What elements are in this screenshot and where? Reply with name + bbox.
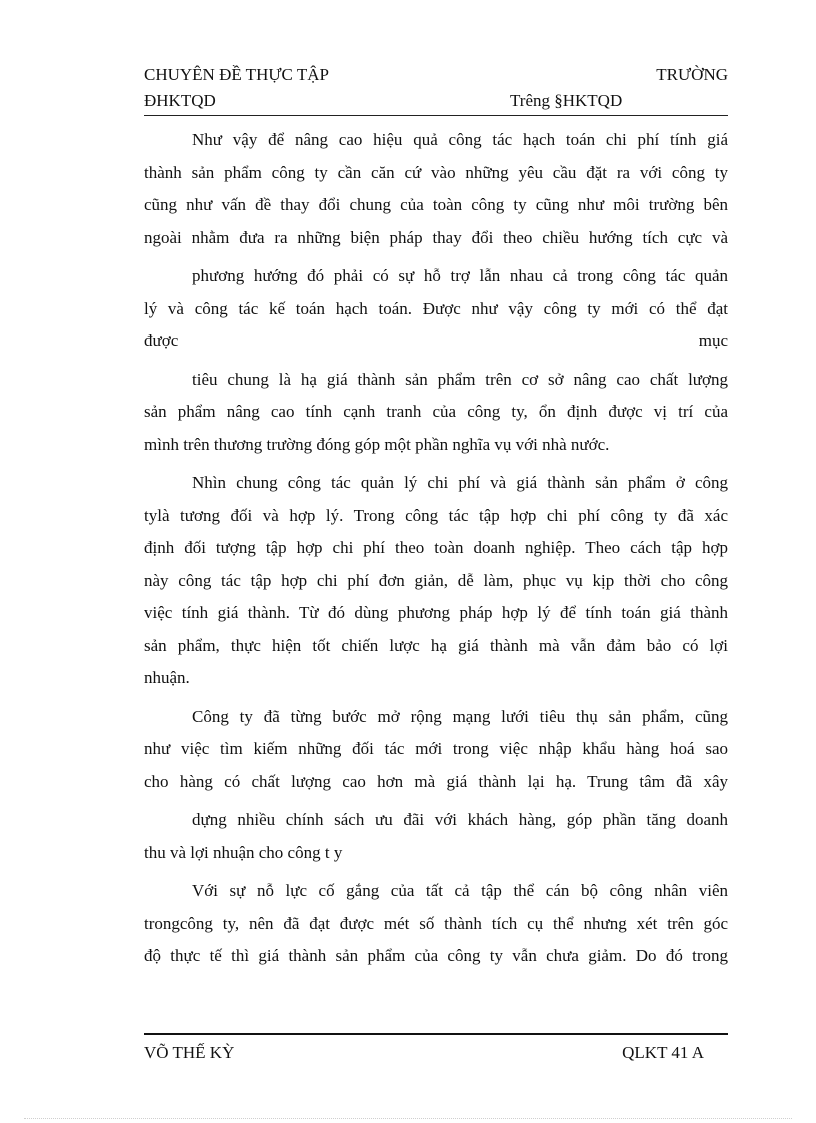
text-line: tylà tương đối và hợp lý. Trong công tác tập hợp chi phí công ty đã xác bbox=[144, 505, 728, 525]
text-line: mình trên thương trường đóng góp một phần nghĩa vụ với nhà nước. bbox=[144, 434, 610, 454]
header-school-name: Trêng §HKTQD bbox=[510, 91, 623, 110]
text-line: trongcông ty, nên đã đạt được mét số thành tích cụ thể nhưng xét trên góc bbox=[144, 913, 728, 933]
paragraph-2 bbox=[144, 260, 728, 358]
text-line: Với sự nỗ lực cố gắng của tất cả tập thể cán bộ công nhân viên bbox=[192, 881, 728, 900]
text-line: phương hướng đó phải có sự hỗ trợ lẫn nhau cả trong công tác quản bbox=[192, 266, 728, 285]
text-line: dựng nhiều chính sách ưu đãi với khách hàng, góp phần tăng doanh bbox=[192, 810, 728, 829]
text-line: tiêu chung là hạ giá thành sản phẩm trên cơ sở nâng cao chất lượng bbox=[192, 369, 728, 389]
text-line: cho hàng có chất lượng cao hơn mà giá thành lại hạ. Trung tâm đã xây bbox=[144, 771, 728, 791]
header-school-abbrev: ĐHKTQD bbox=[144, 91, 216, 110]
text-line: Như vậy để nâng cao hiệu quả công tác hạch toán chi phí tính giá bbox=[192, 130, 728, 149]
text-line: việc tính giá thành. Từ đó dùng phương pháp hợp lý để tính toán giá thành bbox=[144, 603, 728, 622]
paragraph-5 bbox=[144, 701, 728, 799]
header-course-title: CHUYÊN ĐỀ THỰC TẬP bbox=[144, 65, 329, 84]
header-row-bottom bbox=[144, 88, 728, 114]
header-rule bbox=[144, 115, 728, 116]
document-body bbox=[144, 124, 728, 973]
split-left-word: được bbox=[144, 331, 179, 350]
footer-rule bbox=[144, 1033, 728, 1035]
header-school-label: TRƯỜNG bbox=[656, 65, 728, 84]
footer-author: VÕ THẾ KỲ bbox=[144, 1043, 235, 1062]
page-header bbox=[144, 62, 728, 114]
paragraph-6 bbox=[144, 804, 728, 869]
page-footer bbox=[144, 1040, 704, 1066]
text-line: sản phẩm, thực hiện tốt chiến lược hạ giá thành mà vẫn đảm bảo có lợi bbox=[144, 635, 728, 655]
text-line: như việc tìm kiếm những đối tác mới trong việc nhập khẩu hàng hoá sao bbox=[144, 739, 728, 758]
paragraph-4 bbox=[144, 467, 728, 695]
text-line: ngoài nhằm đưa ra những biện pháp thay đổi theo chiều hướng tích cực và bbox=[144, 227, 728, 247]
text-line: độ thực tế thì giá thành sản phẩm của công ty vẫn chưa giảm. Do đó trong bbox=[144, 946, 728, 965]
text-line: Nhìn chung công tác quản lý chi phí và giá thành sản phẩm ở công bbox=[192, 473, 728, 492]
text-line: thành sản phẩm công ty cần căn cứ vào những yêu cầu đặt ra với công ty bbox=[144, 162, 728, 182]
text-line: thu và lợi nhuận cho công t y bbox=[144, 842, 343, 862]
text-line: Công ty đã từng bước mở rộng mạng lưới tiêu thụ sản phẩm, cũng bbox=[192, 706, 728, 726]
text-line: lý và công tác kế toán hạch toán. Được như vậy công ty mới có thể đạt bbox=[144, 298, 728, 318]
paragraph-7 bbox=[144, 875, 728, 973]
paragraph-1 bbox=[144, 124, 728, 254]
text-line: cũng như vấn đề thay đổi chung của toàn công ty cũng như môi trường bên bbox=[144, 195, 728, 214]
text-line-split bbox=[144, 325, 728, 358]
paragraph-3 bbox=[144, 364, 728, 462]
page-bottom-border bbox=[24, 1118, 792, 1119]
text-line: này công tác tập hợp chi phí đơn giản, dễ làm, phục vụ kịp thời cho công bbox=[144, 570, 728, 590]
split-right-word: mục bbox=[698, 331, 728, 350]
text-line: định đối tượng tập hợp chi phí theo toàn doanh nghiệp. Theo cách tập hợp bbox=[144, 538, 728, 557]
text-line: sản phẩm nâng cao tính cạnh tranh của công ty, ổn định được vị trí của bbox=[144, 402, 728, 421]
text-line: nhuận. bbox=[144, 668, 190, 687]
footer-class: QLKT 41 A bbox=[622, 1043, 704, 1062]
header-row-top bbox=[144, 62, 728, 88]
